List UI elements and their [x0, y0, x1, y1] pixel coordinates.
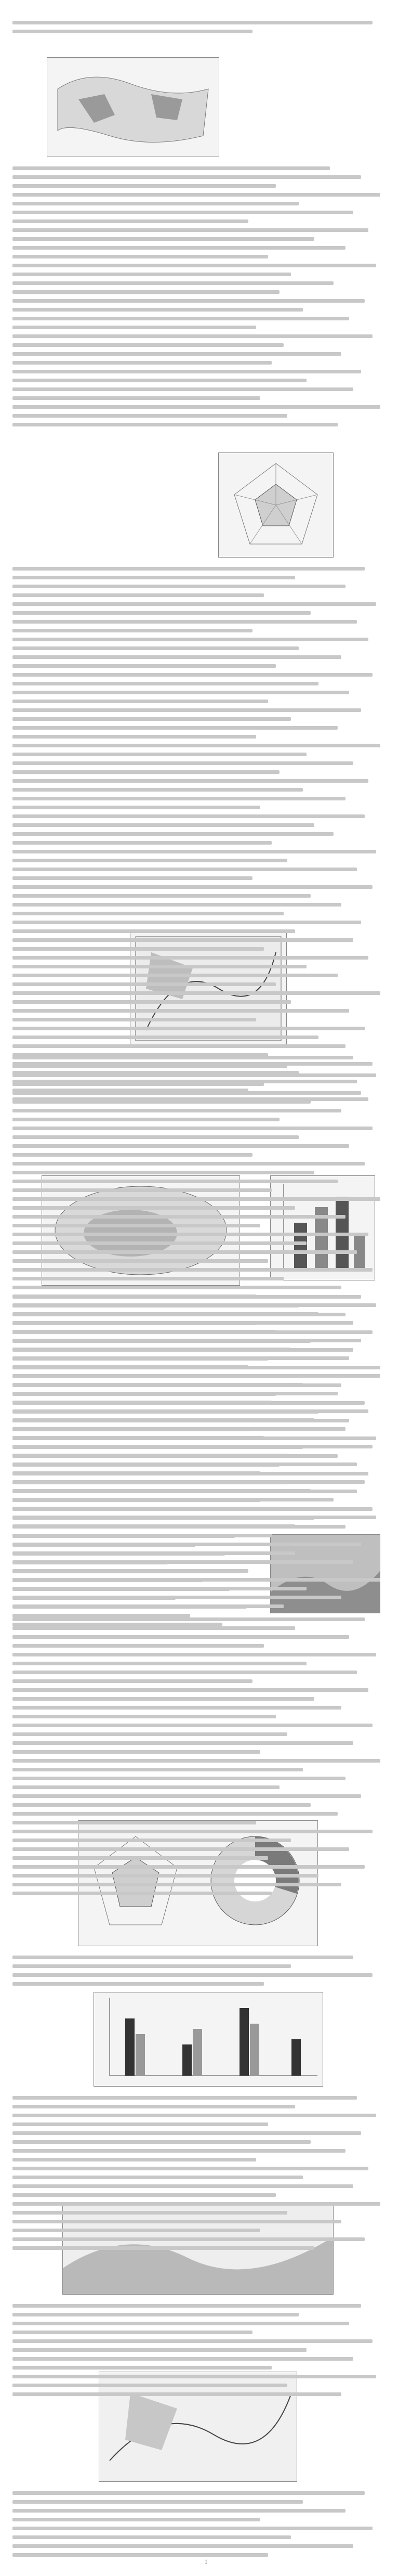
text-block	[12, 1534, 259, 1632]
text-block	[12, 2304, 400, 2401]
text-block	[12, 21, 400, 38]
text-block	[12, 1956, 400, 1991]
world-map-figure	[47, 57, 219, 157]
text-block	[12, 567, 400, 1106]
radar-chart-figure	[218, 452, 334, 558]
text-block	[12, 2096, 400, 2255]
page-number: 1	[204, 2558, 208, 2565]
text-block	[12, 1617, 400, 1900]
text-block	[12, 2491, 400, 2562]
grouped-bar-chart-figure	[94, 1992, 323, 2087]
text-block	[12, 166, 400, 432]
